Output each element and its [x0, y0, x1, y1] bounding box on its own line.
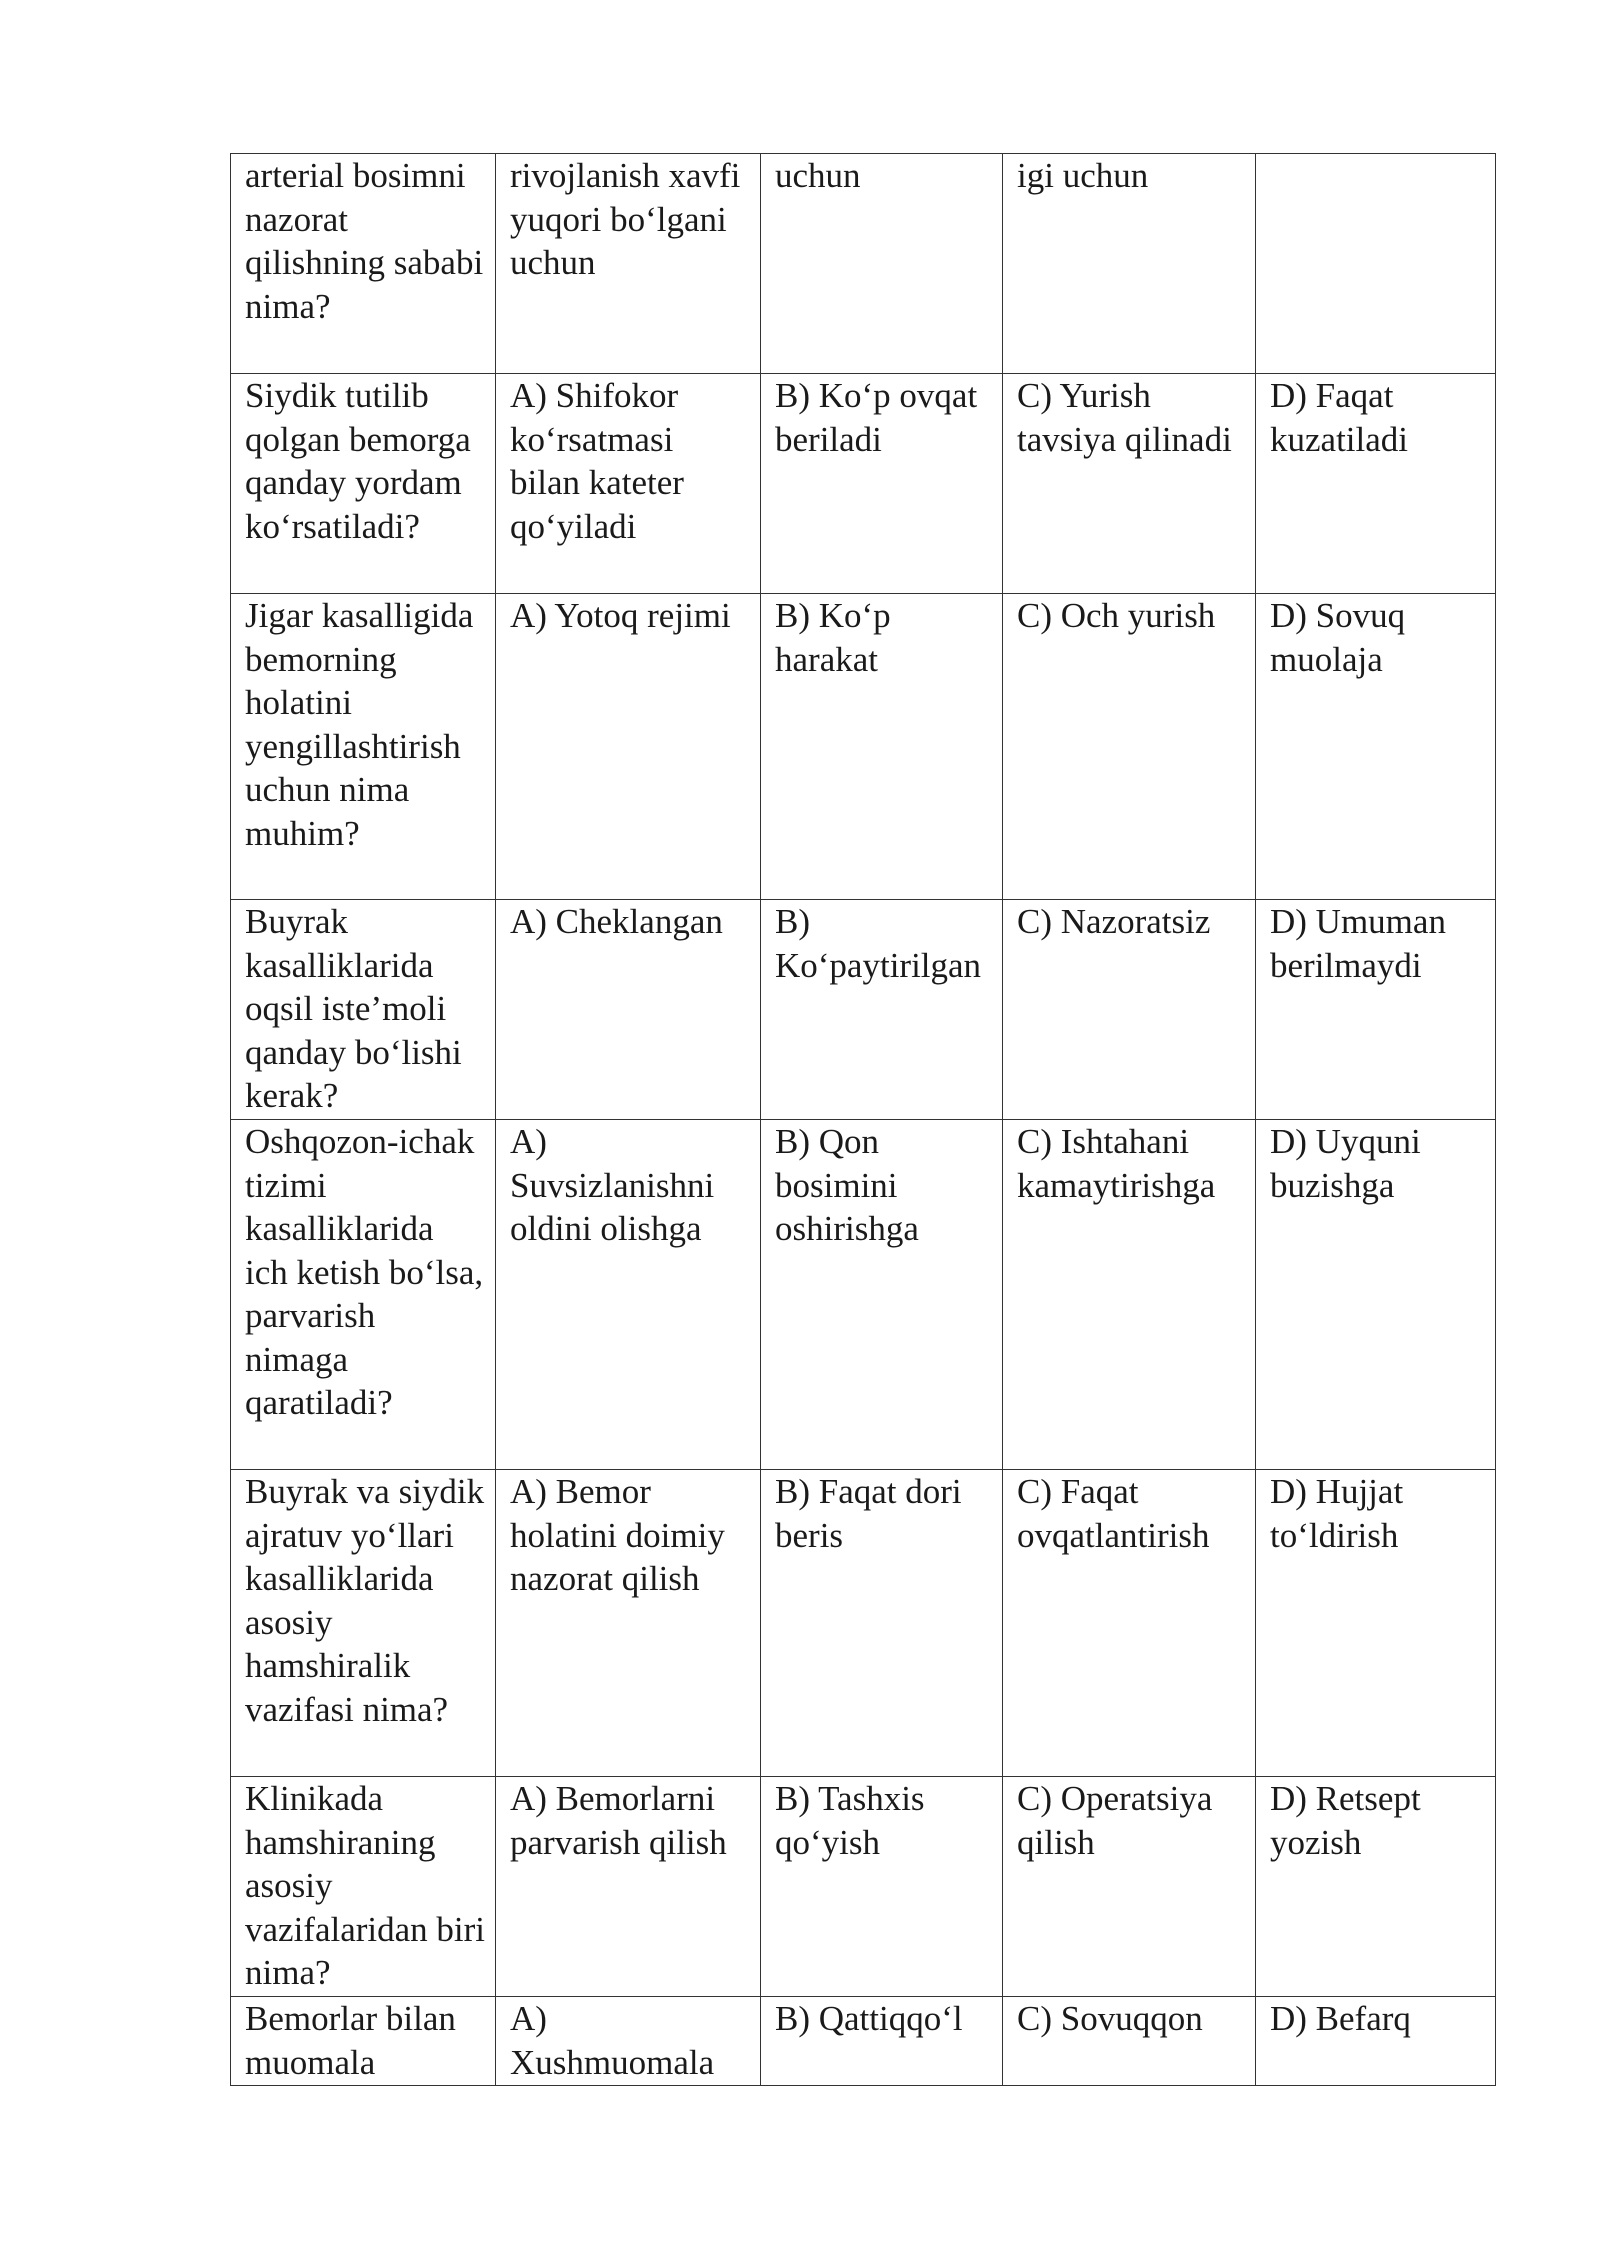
option-b-cell: B) Faqat dori beris — [761, 1470, 1003, 1777]
table-row — [231, 594, 1496, 900]
option-b-cell: B) Tashxis qo‘yish — [761, 1777, 1003, 1997]
option-d-cell: D) Sovuq muolaja — [1256, 594, 1496, 900]
option-d-cell: D) Uyquni buzishga — [1256, 1120, 1496, 1470]
option-a-cell: A) Xushmuomala — [496, 1997, 761, 2086]
option-b-cell: uchun — [761, 154, 1003, 374]
option-b-cell: B) Ko‘p ovqat beriladi — [761, 374, 1003, 594]
question-cell: Buyrak va siydik ajratuv yo‘llari kasalliklarida asosiy hamshiralik vazifasi nima? — [231, 1470, 496, 1777]
option-d-cell: D) Umuman berilmaydi — [1256, 900, 1496, 1120]
option-c-cell: C) Faqat ovqatlantirish — [1003, 1470, 1256, 1777]
quiz-table — [230, 153, 1496, 2086]
option-d-cell — [1256, 154, 1496, 374]
option-a-cell: A) Yotoq rejimi — [496, 594, 761, 900]
option-a-cell: rivojlanish xavfi yuqori bo‘lgani uchun — [496, 154, 761, 374]
option-d-cell: D) Faqat kuzatiladi — [1256, 374, 1496, 594]
option-c-cell: C) Ishtahani kamaytirishga — [1003, 1120, 1256, 1470]
option-a-cell: A) Suvsizlanishni oldini olishga — [496, 1120, 761, 1470]
question-cell: arterial bosimni nazorat qilishning sababi nima? — [231, 154, 496, 374]
table-row — [231, 1997, 1496, 2086]
option-c-cell: C) Och yurish — [1003, 594, 1256, 900]
question-cell: Jigar kasalligida bemorning holatini yengillashtirish uchun nima muhim? — [231, 594, 496, 900]
table-row — [231, 900, 1496, 1120]
table-row — [231, 154, 1496, 374]
option-c-cell: igi uchun — [1003, 154, 1256, 374]
table-row — [231, 1120, 1496, 1470]
option-b-cell: B) Qon bosimini oshirishga — [761, 1120, 1003, 1470]
option-d-cell: D) Befarq — [1256, 1997, 1496, 2086]
option-a-cell: A) Shifokor ko‘rsatmasi bilan kateter qo‘yiladi — [496, 374, 761, 594]
option-a-cell: A) Bemorlarni parvarish qilish — [496, 1777, 761, 1997]
option-c-cell: C) Nazoratsiz — [1003, 900, 1256, 1120]
option-b-cell: B) Ko‘paytirilgan — [761, 900, 1003, 1120]
option-c-cell: C) Operatsiya qilish — [1003, 1777, 1256, 1997]
option-d-cell: D) Hujjat to‘ldirish — [1256, 1470, 1496, 1777]
table-row — [231, 374, 1496, 594]
question-cell: Siydik tutilib qolgan bemorga qanday yordam ko‘rsatiladi? — [231, 374, 496, 594]
table-row — [231, 1777, 1496, 1997]
option-c-cell: C) Yurish tavsiya qilinadi — [1003, 374, 1256, 594]
option-d-cell: D) Retsept yozish — [1256, 1777, 1496, 1997]
option-b-cell: B) Ko‘p harakat — [761, 594, 1003, 900]
question-cell: Buyrak kasalliklarida oqsil iste’moli qanday bo‘lishi kerak? — [231, 900, 496, 1120]
question-cell: Oshqozon-ichak tizimi kasalliklarida ich ketish bo‘lsa, parvarish nimaga qaratiladi? — [231, 1120, 496, 1470]
question-cell: Klinikada hamshiraning asosiy vazifalaridan biri nima? — [231, 1777, 496, 1997]
table-row — [231, 1470, 1496, 1777]
option-a-cell: A) Bemor holatini doimiy nazorat qilish — [496, 1470, 761, 1777]
question-cell: Bemorlar bilan muomala — [231, 1997, 496, 2086]
option-c-cell: C) Sovuqqon — [1003, 1997, 1256, 2086]
option-a-cell: A) Cheklangan — [496, 900, 761, 1120]
option-b-cell: B) Qattiqqo‘l — [761, 1997, 1003, 2086]
